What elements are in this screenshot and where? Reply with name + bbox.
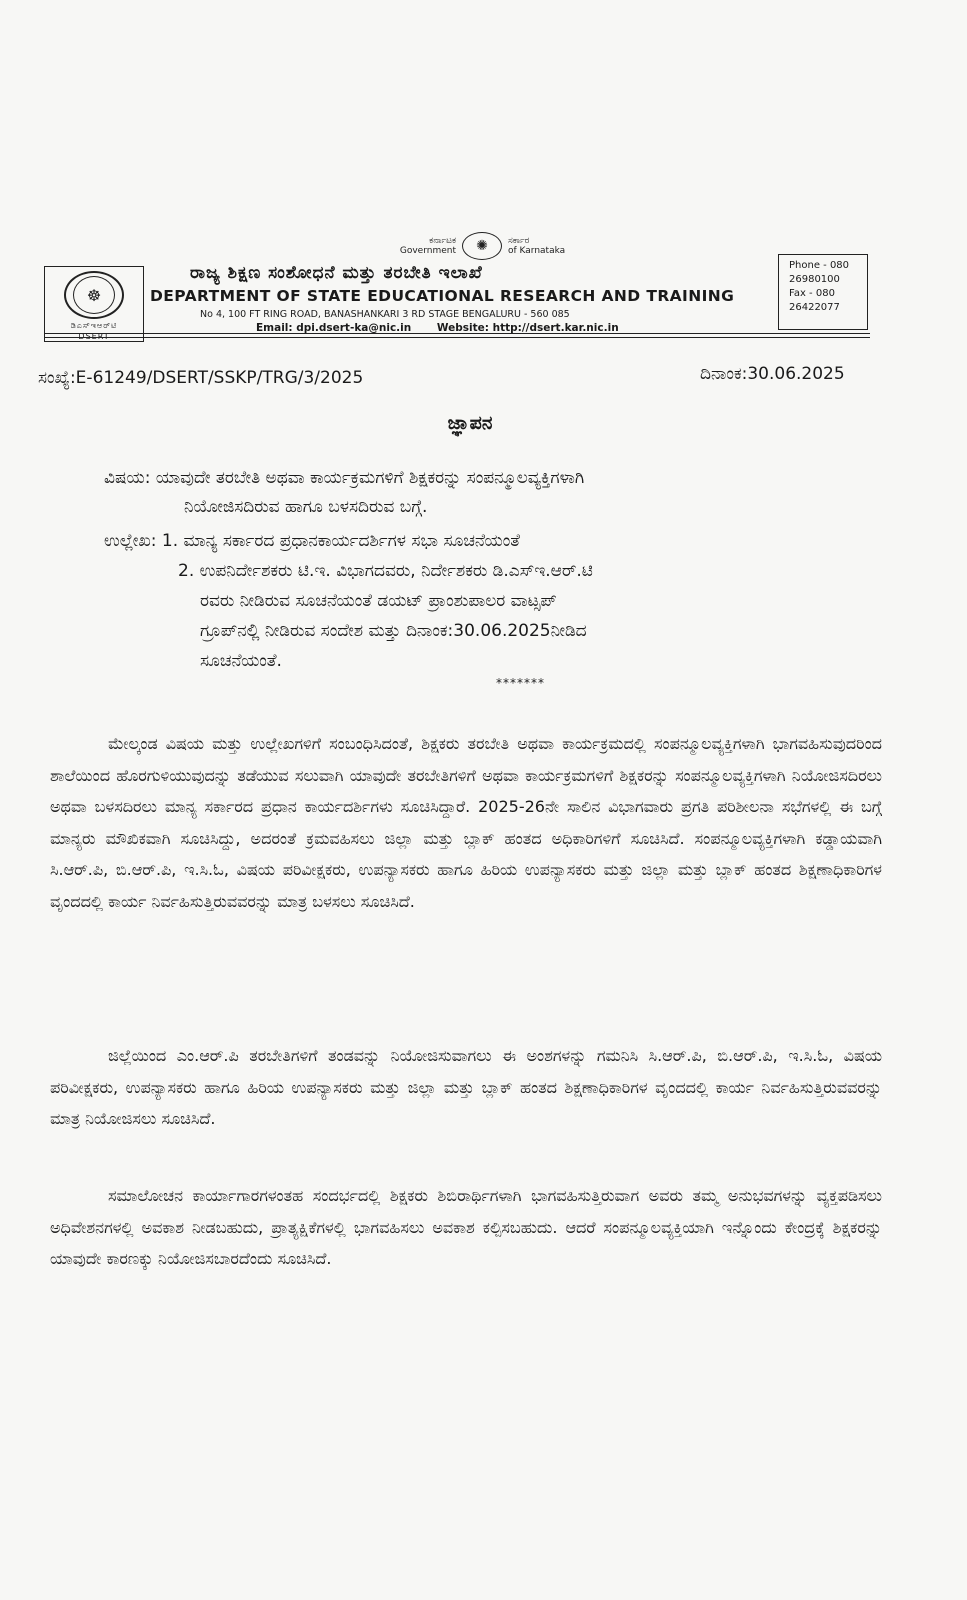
subject-label: ವಿಷಯ:: [104, 468, 151, 488]
dsert-logo: [44, 266, 144, 342]
state-emblem-icon: ✺: [462, 232, 502, 260]
letterhead-divider-2: [44, 337, 870, 338]
subject-line-1: [104, 465, 584, 491]
phone-label: Phone - 080: [789, 260, 850, 271]
fax-label: Fax - 080: [789, 288, 835, 299]
reference-number: ಸಂಖ್ಯೆ:E-61249/DSERT/SSKP/TRG/3/2025: [38, 368, 364, 388]
body-paragraph-3: ಸಮಾಲೋಚನ ಕಾರ್ಯಾಗಾರಗಳಂತಹ ಸಂದರ್ಭದಲ್ಲಿ ಶಿಕ್ಷಕರು ಶಿಬಿರಾರ್ಥಿಗಳಾಗಿ ಭಾಗವಹಿಸುತ್ತಿರುವಾಗ ಅವರು ತಮ್ಮ ಅನುಭವಗಳನ್ನು ವ್ಯಕ್ತಪಡಿಸಲು ಅಧಿವೇಶನಗಳಲ್ಲಿ ಅವಕಾಶ ನೀಡಬಹುದು, ಪ್ರಾತ್ಯಕ್ಷಿಕೆಗಳಲ್ಲಿ ಭಾಗವಹಿಸಲು ಅವಕಾಶ ಕಲ್ಪಿಸಬಹುದು. ಆದರೆ ಸಂಪನ್ಮೂಲವ್ಯಕ್ತಿಯಾಗಿ ಇನ್ನೊಂದು ಕೇಂದ್ರಕ್ಕೆ ಶಿಕ್ಷಕರನ್ನು ಯಾವುದೇ ಕಾರಣಕ್ಕು ನಿಯೋಜಿಸಬಾರದೆಂದು ಸೂಚಿಸಿದೆ.: [50, 1186, 882, 1269]
body-paragraph-2: ಜಿಲ್ಲೆಯಿಂದ ಎಂ.ಆರ್.ಪಿ ತರಬೇತಿಗಳಿಗೆ ತಂಡವನ್ನು ನಿಯೋಜಿಸುವಾಗಲು ಈ ಅಂಶಗಳನ್ನು ಗಮನಿಸಿ ಸಿ.ಆರ್.ಪಿ, ಬಿ.ಆರ್.ಪಿ, ಇ.ಸಿ.ಓ, ವಿಷಯ ಪರಿವೀಕ್ಷಕರು, ಉಪನ್ಯಾಸಕರು ಹಾಗೂ ಹಿರಿಯ ಉಪನ್ಯಾಸಕರು ಮತ್ತು ಜಿಲ್ಲಾ ಮತ್ತು ಬ್ಲಾಕ್ ಹಂತದ ಶಿಕ್ಷಣಾಧಿಕಾರಿಗಳ ವೃಂದದಲ್ಲಿ ಕಾರ್ಯ ನಿರ್ವಹಿಸುತ್ತಿರುವವರನ್ನು ಮಾತ್ರ ನಿಯೋಜಿಸಲು ಸೂಚಿಸಿದೆ.: [50, 1046, 882, 1129]
logo-kannada-text: ಡಿಎಸ್‌ಇಆರ್‌ಟಿ: [70, 321, 118, 330]
gov-left-kannada: ಕರ್ನಾಟಕ: [429, 236, 456, 246]
reference-item-2-line-2: ರವರು ನೀಡಿರುವ ಸೂಚನೆಯಂತೆ ಡಯಟ್ ಪ್ರಾಂಶುಪಾಲರ ವಾಟ್ಸಪ್: [200, 591, 557, 611]
dsert-seal-icon: ☸: [64, 271, 124, 319]
memo-date: ದಿನಾಂಕ:30.06.2025: [700, 364, 845, 384]
fax-number: 26422077: [789, 302, 840, 313]
reference-line-1: [104, 528, 520, 554]
reference-item-2-line-3: ಗ್ರೂಪ್‌ನಲ್ಲಿ ನೀಡಿರುವ ಸಂದೇಶ ಮತ್ತು ದಿನಾಂಕ:30.06.2025ನೀಡಿದ: [200, 621, 587, 641]
body-paragraph-1: ಮೇಲ್ಕಂಡ ವಿಷಯ ಮತ್ತು ಉಲ್ಲೇಖಗಳಿಗೆ ಸಂಬಂಧಿಸಿದಂತೆ, ಶಿಕ್ಷಕರು ತರಬೇತಿ ಅಥವಾ ಕಾರ್ಯಕ್ರಮದಲ್ಲಿ ಸಂಪನ್ಮೂಲವ್ಯಕ್ತಿಗಳಾಗಿ ಭಾಗವಹಿಸುವುದರಿಂದ ಶಾಲೆಯಿಂದ ಹೊರಗುಳಿಯುವುದನ್ನು ತಡೆಯುವ ಸಲುವಾಗಿ ಯಾವುದೇ ತರಬೇತಿಗಳಿಗೆ ಅಥವಾ ಕಾರ್ಯಕ್ರಮಗಳಿಗೆ ಶಿಕ್ಷಕರನ್ನು ಸಂಪನ್ಮೂಲವ್ಯಕ್ತಿಗಳಾಗಿ ನಿಯೋಜಿಸದಿರಲು ಅಥವಾ ಬಳಸದಿರಲು ಮಾನ್ಯ ಸರ್ಕಾರದ ಪ್ರಧಾನ ಕಾರ್ಯದರ್ಶಿಗಳು ಸೂಚಿಸಿದ್ದಾರೆ. 2025-26ನೇ ಸಾಲಿನ ವಿಭಾಗವಾರು ಪ್ರಗತಿ ಪರಿಶೀಲನಾ ಸಭೆಗಳಲ್ಲಿ ಈ ಬಗ್ಗೆ ಮಾನ್ಯರು ಮೌಖಿಕವಾಗಿ ಸೂಚಿಸಿದ್ದು, ಅದರಂತೆ ಕ್ರಮವಹಿಸಲು ಜಿಲ್ಲಾ ಮತ್ತು ಬ್ಲಾಕ್ ಹಂತದ ಅಧಿಕಾರಿಗಳಿಗೆ ಸೂಚಿಸಿದೆ. ಸಂಪನ್ಮೂಲವ್ಯಕ್ತಿಗಳಾಗಿ ಕಡ್ಡಾಯವಾಗಿ ಸಿ.ಆರ್.ಪಿ, ಬಿ.ಆರ್.ಪಿ, ಇ.ಸಿ.ಓ, ವಿಷಯ ಪರಿವೀಕ್ಷಕರು, ಉಪನ್ಯಾಸಕರು ಹಾಗೂ ಹಿರಿಯ ಉಪನ್ಯಾಸಕರು ಮತ್ತು ಜಿಲ್ಲಾ ಮತ್ತು ಬ್ಲಾಕ್ ಹಂತದ ಶಿಕ್ಷಣಾಧಿಕಾರಿಗಳ ವೃಂದದಲ್ಲಿ ಕಾರ್ಯ ನಿರ್ವಹಿಸುತ್ತಿರುವವರನ್ನು ಮಾತ್ರ ಬಳಸಲು ಸೂಚಿಸಿದೆ.: [50, 734, 882, 911]
org-name-kannada: ರಾಜ್ಯ ಶಿಕ್ಷಣ ಸಂಶೋಧನೆ ಮತ್ತು ತರಬೇತಿ ಇಲಾಖೆ: [190, 263, 483, 283]
org-email: Email: dpi.dsert-ka@nic.in: [256, 322, 412, 334]
reference-item-2-line-1: 2. ಉಪನಿರ್ದೇಶಕರು ಟಿ.ಇ. ವಿಭಾಗದವರು, ನಿರ್ದೇಶಕರು ಡಿ.ಎಸ್‌ಇ.ಆರ್‌.ಟಿ: [178, 561, 593, 581]
reference-label: ಉಲ್ಲೇಖ:: [104, 531, 157, 551]
separator-stars: *******: [496, 676, 545, 690]
letterhead-body: [150, 262, 772, 342]
org-address: No 4, 100 FT RING ROAD, BANASHANKARI 3 RD STAGE BENGALURU - 560 085: [200, 309, 570, 320]
phone-number: 26980100: [789, 274, 840, 285]
letterhead-divider: [44, 333, 870, 334]
org-name-english: DEPARTMENT OF STATE EDUCATIONAL RESEARCH AND TRAINING: [150, 287, 735, 305]
gov-right-english: of Karnataka: [508, 246, 566, 256]
reference-item-2-line-4: ಸೂಚನೆಯಂತೆ.: [200, 651, 282, 671]
reference-item-1: 1. ಮಾನ್ಯ ಸರ್ಕಾರದ ಪ್ರಧಾನಕಾರ್ಯದರ್ಶಿಗಳ ಸಭಾ ಸೂಚನೆಯಂತೆ: [161, 531, 520, 551]
subject-text-2: ನಿಯೋಜಿಸದಿರುವ ಹಾಗೂ ಬಳಸದಿರುವ ಬಗ್ಗೆ.: [184, 497, 428, 517]
gov-left-english: Government: [399, 246, 456, 256]
subject-text-1: ಯಾವುದೇ ತರಬೇತಿ ಅಥವಾ ಕಾರ್ಯಕ್ರಮಗಳಿಗೆ ಶಿಕ್ಷಕರನ್ನು ಸಂಪನ್ಮೂಲವ್ಯಕ್ತಿಗಳಾಗಿ: [155, 468, 585, 488]
org-website: Website: http://dsert.kar.nic.in: [436, 322, 619, 334]
gov-right-kannada: ಸರ್ಕಾರ: [508, 236, 530, 246]
government-line: [372, 232, 592, 260]
logo-label: DSERT: [78, 332, 110, 341]
phone-fax-box: [778, 254, 868, 330]
memo-title: ಜ್ಞಾಪನ: [447, 412, 493, 434]
